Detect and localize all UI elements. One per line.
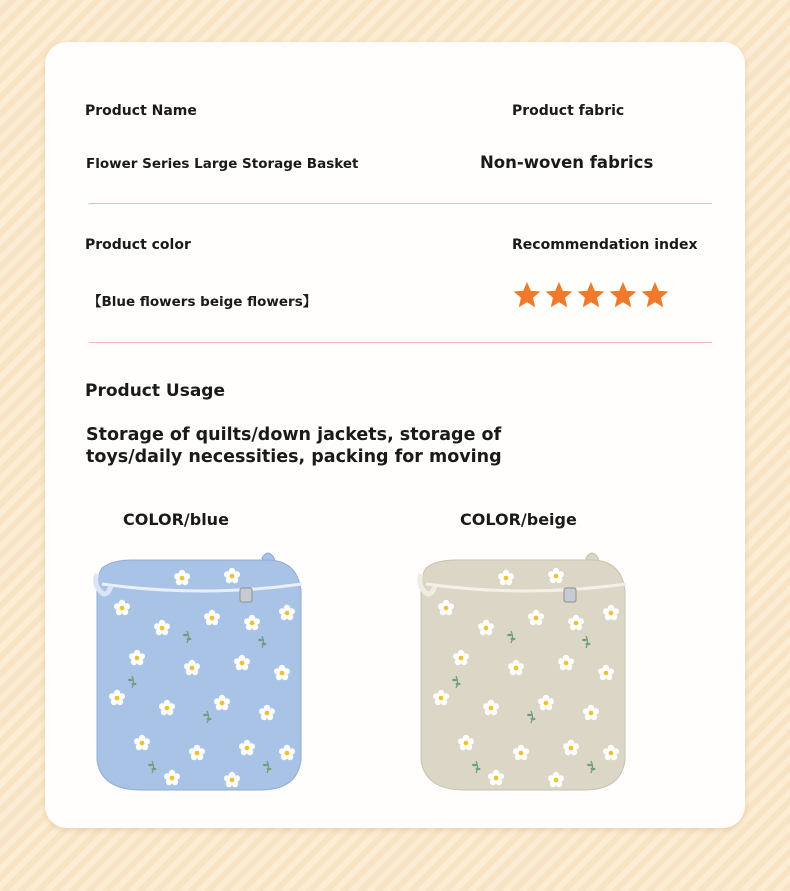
recommendation-label: Recommendation index <box>512 237 698 253</box>
star-icon <box>544 280 574 310</box>
product-usage-text: Storage of quilts/down jackets, storage of toys/daily necessities, packing for moving <box>86 425 502 467</box>
variant-blue-label: COLOR/blue <box>123 510 229 529</box>
product-color-value: 【Blue flowers beige flowers】 <box>88 294 317 310</box>
star-icon <box>512 280 542 310</box>
divider <box>89 342 712 343</box>
product-fabric-value: Non-woven fabrics <box>480 153 654 172</box>
recommendation-stars <box>512 280 670 310</box>
product-usage-label: Product Usage <box>85 381 226 401</box>
product-name-value: Flower Series Large Storage Basket <box>86 156 359 172</box>
star-icon <box>576 280 606 310</box>
beige-storage-bag-image <box>416 548 631 798</box>
divider <box>89 203 712 204</box>
product-name-label: Product Name <box>85 103 197 119</box>
star-icon <box>608 280 638 310</box>
product-color-label: Product color <box>85 237 191 253</box>
blue-storage-bag-image <box>92 548 307 798</box>
star-icon <box>640 280 670 310</box>
variant-beige-label: COLOR/beige <box>460 510 577 529</box>
product-fabric-label: Product fabric <box>512 103 625 119</box>
